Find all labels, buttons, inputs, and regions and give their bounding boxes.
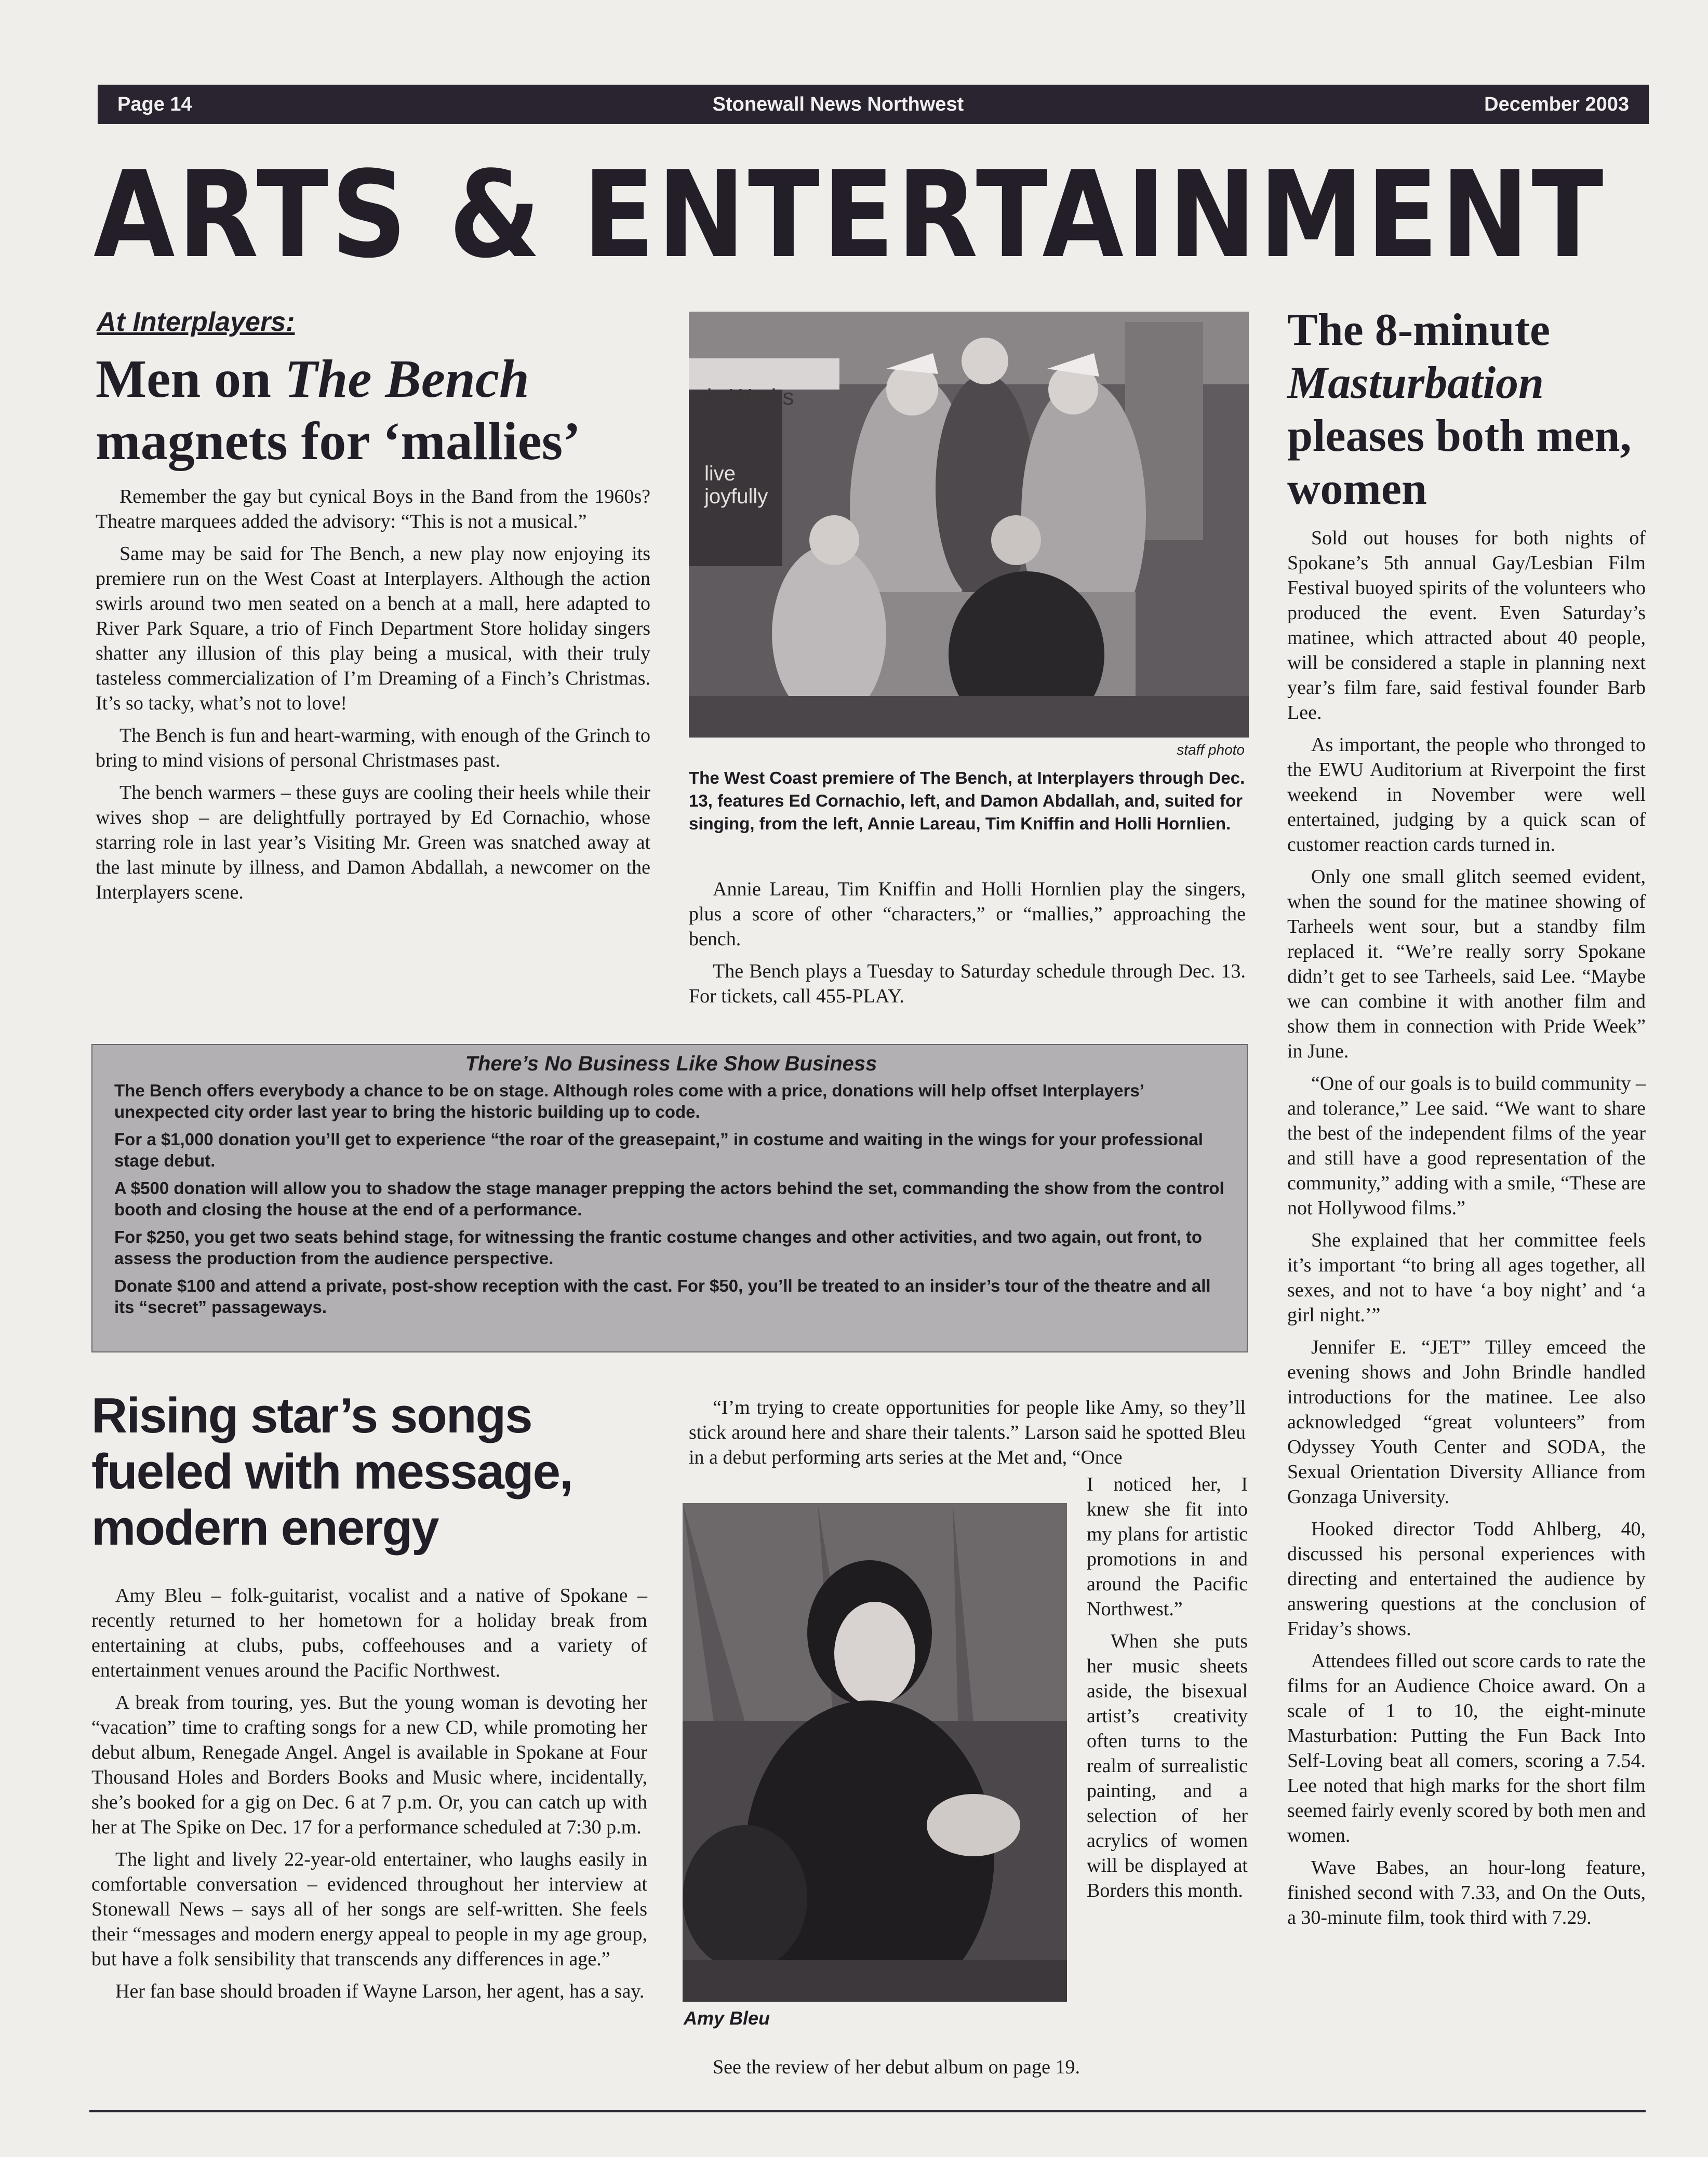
bench-kicker: At Interplayers: (97, 307, 295, 337)
festival-paragraph: Wave Babes, an hour-long feature, finished second with 7.33, and On the Outs, a 30-minute film, took third with 7.29. (1287, 1857, 1646, 1928)
festival-headline-italic: Masturbation (1287, 358, 1544, 408)
bench-headline-part2: magnets for ‘mallies’ (96, 411, 581, 471)
rising-col2-narrow-paragraph: I noticed her, I knew she fit into my plans for artistic promotions in and around the Pacific Northwest.” (1087, 1473, 1248, 1620)
bench-headline-part1: Men on (96, 349, 285, 409)
see-review-text: See the review of her debut album on page 19. (713, 2056, 1080, 2078)
bench-paragraph: Same may be said for The Bench, a new play now enjoying its premiere run on the West Coast at Interplayers. Although the action swirls around two men seated on a bench at a mall, here adapted to River Park Square, a trio of Finch Department Store holiday singers shatter any illusion of this play being a musical, with their truly tasteless commercialization of I’m Dreaming of a Finch’s Christmas. It’s so tacky, what’s not to love! (96, 543, 650, 714)
amy-bleu-photo (683, 1503, 1067, 2002)
bench-photo-caption: The West Coast premiere of The Bench, at Interplayers through Dec. 13, features Ed Cornachio, left, and Damon Abdallah, and, suited for singing, from the left, Annie Lareau, Tim Kniffin and Holli Hornlien. (689, 768, 1245, 833)
show-business-item: For a $1,000 donation you’ll get to experience “the roar of the greasepaint,” in costume and waiting in the wings for your professional stage debut. (114, 1130, 1203, 1170)
bottom-rule (89, 2110, 1646, 2112)
festival-paragraph: Attendees filled out score cards to rate the films for an Audience Choice award. On a scale of 1 to 10, the eight-minute Masturbation: Putting the Fun Back Into Self-Loving beat all comers, scoring a 7.54. Lee noted that high marks for the short film seemed fairly evenly scored by both men and women. (1287, 1650, 1646, 1846)
bench-continued-paragraph: Annie Lareau, Tim Kniffin and Holli Hornlien play the singers, plus a score of other “characters,” or “mallies,” approaching the bench. (689, 878, 1246, 950)
show-business-item: The Bench offers everybody a chance to be on stage. Although roles come with a price, donations will help offset Interplayers’ unexpected city order last year to bring the historic building up to code. (114, 1081, 1144, 1121)
bench-headline-italic: The Bench (285, 349, 529, 409)
festival-paragraph: Hooked director Todd Ahlberg, 40, discussed his personal experiences with directing and entertained the audience by answering questions at the conclusion of Friday’s shows. (1287, 1518, 1646, 1640)
show-business-sidebar (91, 1044, 1248, 1352)
festival-paragraph: As important, the people who thronged to the EWU Auditorium at Riverpoint the first weekend in November were well entertained, judging by a quick scan of customer reaction cards turned in. (1287, 734, 1646, 855)
rising-paragraph: Her fan base should broaden if Wayne Larson, her agent, has a say. (115, 1980, 645, 2002)
festival-paragraph: Sold out houses for both nights of Spokane’s 5th annual Gay/Lesbian Film Festival buoyed spirits of the volunteers who produced the event. Even Saturday’s matinee, which attracted about 40 people, will be considered a staple in planning next year’s film fare, said festival founder Barb Lee. (1287, 527, 1646, 724)
section-masthead: ARTS & ENTERTAINMENT (94, 146, 1606, 285)
rising-star-headline: Rising star’s songs fueled with message, modern energy (91, 1388, 572, 1556)
bench-continued-paragraph: The Bench plays a Tuesday to Saturday schedule through Dec. 13. For tickets, call 455-PLAY. (689, 960, 1246, 1007)
bench-article-body (96, 484, 650, 912)
photo-credit: staff photo (1177, 742, 1245, 758)
show-business-item: For $250, you get two seats behind stage, for witnessing the frantic costume changes and other activities, and two again, out front, to assess the production from the audience perspective. (114, 1227, 1203, 1268)
page-number: Page 14 (117, 93, 192, 115)
show-business-item: A $500 donation will allow you to shadow the stage manager prepping the actors behind the set, commanding the show from the control booth and closing the house at the end of a performance. (114, 1178, 1224, 1219)
show-business-item: Donate $100 and attend a private, post-show reception with the cast. For $50, you’ll be treated to an insider’s tour of the theatre and all its “secret” passageways. (114, 1276, 1211, 1317)
festival-headline (1287, 304, 1651, 516)
see-review-note (689, 2055, 1246, 2087)
rising-paragraph: A break from touring, yes. But the young woman is devoting her “vacation” time to crafting songs for a new CD, while promoting her debut album, Renegade Angel. Angel is available in Spokane at Four Thousand Holes and Borders Books and Music where, incidentally, she’s booked for a gig on Dec. 6 at 7 p.m. Or, you can catch up with her at The Spike on Dec. 17 for a performance scheduled at 7:30 p.m. (91, 1692, 647, 1838)
bench-photo-sign: dy Works (699, 384, 794, 410)
rising-star-body (91, 1583, 647, 2011)
show-business-title: There’s No Business Like Show Business (465, 1052, 877, 1075)
rising-paragraph: The light and lively 22-year-old entertainer, who laughs easily in comfortable conversation – evidenced throughout her interview at Stonewall News – says all of her songs are self-written. She feels their “messages and modern energy appeal to people in my age group, but have a folk sensibility that transcends any differences in age.” (91, 1848, 647, 1970)
amy-bleu-caption: Amy Bleu (684, 2007, 770, 2029)
issue-date: December 2003 (1484, 93, 1629, 115)
bench-paragraph: The bench warmers – these guys are cooling their heels while their wives shop – are delightfully portrayed by Ed Cornachio, whose starring role in last year’s Visiting Mr. Green was snatched away at the last minute by illness, and Damon Abdallah, a newcomer on the Interplayers scene. (96, 782, 650, 903)
festival-paragraph: She explained that her committee feels it’s important “to bring all ages together, all sexes, and not to have ‘a boy night’ and ‘a girl night.’” (1287, 1229, 1646, 1326)
rising-col2-paragraph: “I’m trying to create opportunities for people like Amy, so they’ll stick around here and share their talents.” Larson said he spotted Bleu in a debut performing arts series at the Met and, “Once (689, 1397, 1246, 1468)
festival-headline-part2: pleases both men, women (1287, 411, 1632, 514)
bench-continued-body (689, 877, 1246, 1016)
rising-col2-narrow-paragraph: When she puts her music sheets aside, the bisexual artist’s creativity often turns to the realm of surrealistic painting, and a selection of her acrylics of women will be displayed at Borders this month. (1087, 1630, 1248, 1901)
bench-paragraph: Remember the gay but cynical Boys in the Band from the 1960s? Theatre marquees added the advisory: “This is not a musical.” (96, 486, 650, 532)
page-header-bar (98, 85, 1649, 124)
bench-photo-banner: live joyfully (704, 462, 768, 508)
festival-paragraph: “One of our goals is to build community – and tolerance,” Lee said. “We want to share the best of the independent films of the year and still have a good representation of the community,” adding with a smile, “These are not Hollywood films.” (1287, 1073, 1646, 1219)
publication-name: Stonewall News Northwest (712, 93, 964, 115)
bench-headline (96, 348, 698, 473)
festival-paragraph: Only one small glitch seemed evident, when the sound for the matinee showing of Tarheels went sour, but a standby film replaced it. “We’re really sorry Spokane didn’t get to see Tarheels, said Lee. “Maybe we can combine it with another film and show them in connection with Pride Week” in June. (1287, 866, 1646, 1062)
rising-col2-top (689, 1395, 1246, 1477)
festival-headline-part1: The 8-minute (1287, 305, 1550, 355)
festival-article-body (1287, 526, 1646, 1937)
rising-col2-narrow (1087, 1472, 1248, 1910)
amy-bleu-portrait (683, 1503, 1067, 2002)
bench-cast-photo (689, 312, 1249, 738)
bench-paragraph: The Bench is fun and heart-warming, with enough of the Grinch to bring to mind visions of personal Christmases past. (96, 725, 650, 771)
rising-paragraph: Amy Bleu – folk-guitarist, vocalist and a native of Spokane – recently returned to her hometown for a holiday break from entertaining at clubs, pubs, coffeehouses and a variety of entertainment venues around the Pacific Northwest. (91, 1585, 647, 1681)
festival-paragraph: Jennifer E. “JET” Tilley emceed the evening shows and John Brindle handled introductions for the matinee. Lee also acknowledged “great volunteers” from Odyssey Youth Center and SODA, the Sexual Orientation Diversity Alliance from Gonzaga University. (1287, 1336, 1646, 1508)
